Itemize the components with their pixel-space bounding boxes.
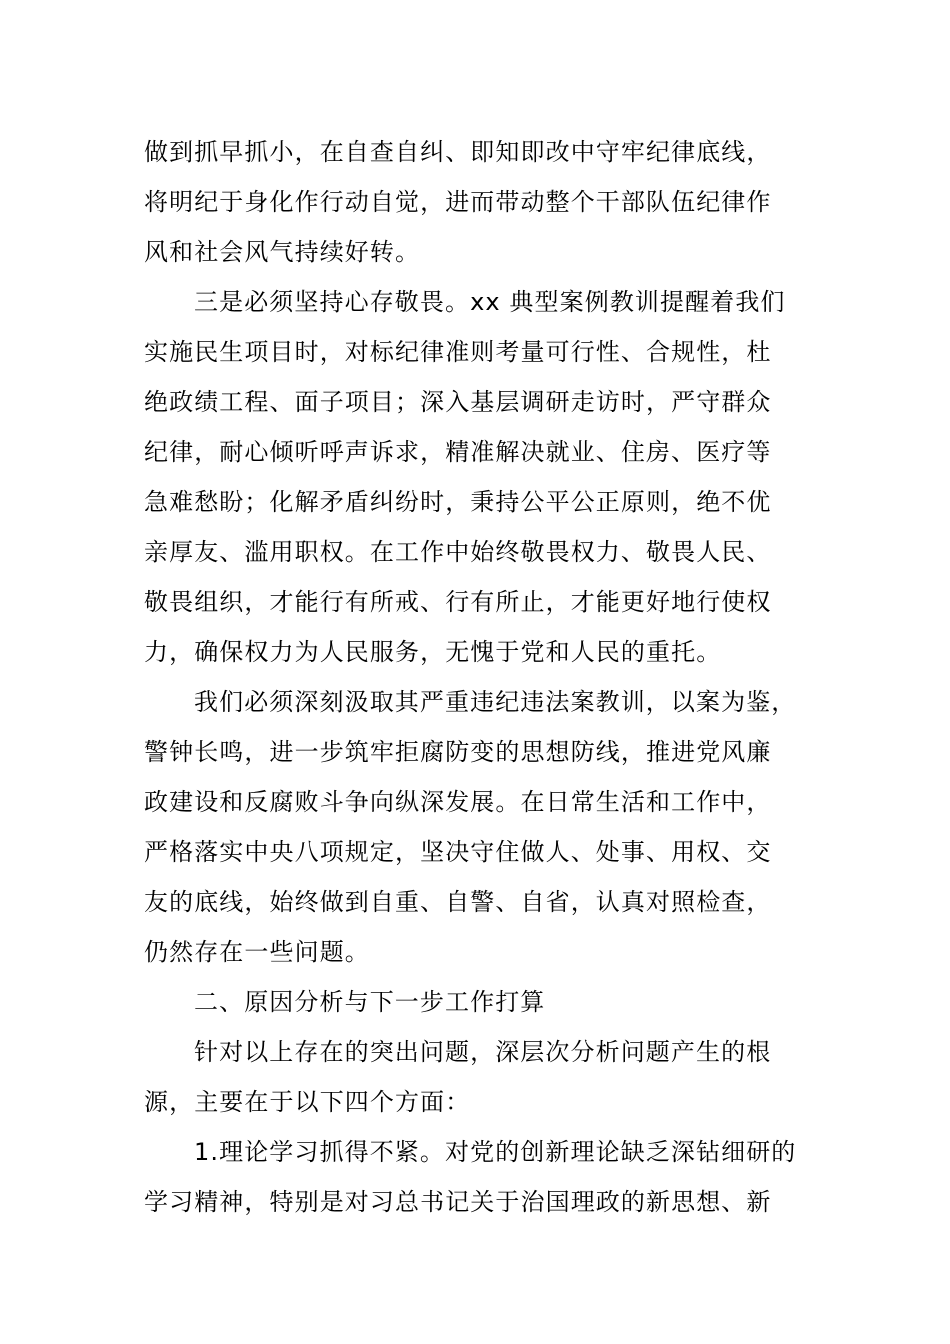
text-line: 绝政绩工程、面子项目；深入基层调研走访时，严守群众 <box>144 388 772 416</box>
paragraph-start-line: 1.理论学习抓得不紧。对党的创新理论缺乏深钻细研的 <box>194 1138 797 1166</box>
text-line: 源，主要在于以下四个方面： <box>144 1088 471 1116</box>
text-line: 将明纪于身化作行动自觉，进而带动整个干部队伍纪律作 <box>144 188 772 216</box>
text-line: 学习精神，特别是对习总书记关于治国理政的新思想、新 <box>144 1188 772 1216</box>
paragraph-start-line: 我们必须深刻汲取其严重违纪违法案教训，以案为鉴， <box>194 688 797 716</box>
paragraph-start-line: 三是必须坚持心存敬畏。xx 典型案例教训提醒着我们 <box>194 288 786 316</box>
paragraph-start-line: 针对以上存在的突出问题，深层次分析问题产生的根 <box>194 1038 772 1066</box>
text-line: 做到抓早抓小，在自查自纠、即知即改中守牢纪律底线， <box>144 138 772 166</box>
text-line: 警钟长鸣，进一步筑牢拒腐防变的思想防线，推进党风廉 <box>144 738 772 766</box>
text-line: 急难愁盼；化解矛盾纠纷时，秉持公平公正原则，绝不优 <box>144 488 772 516</box>
text-line: 严格落实中央八项规定，坚决守住做人、处事、用权、交 <box>144 838 772 866</box>
text-line: 风和社会风气持续好转。 <box>144 238 421 266</box>
text-line: 力，确保权力为人民服务，无愧于党和人民的重托。 <box>144 638 722 666</box>
text-line: 亲厚友、滥用职权。在工作中始终敬畏权力、敬畏人民、 <box>144 538 772 566</box>
text-line: 政建设和反腐败斗争向纵深发展。在日常生活和工作中， <box>144 788 772 816</box>
document-body <box>144 127 834 1227</box>
text-line: 仍然存在一些问题。 <box>144 938 370 966</box>
section-heading: 二、原因分析与下一步工作打算 <box>194 988 546 1016</box>
text-line: 敬畏组织，才能行有所戒、行有所止，才能更好地行使权 <box>144 588 772 616</box>
text-line: 实施民生项目时，对标纪律准则考量可行性、合规性，杜 <box>144 338 772 366</box>
text-line: 纪律，耐心倾听呼声诉求，精准解决就业、住房、医疗等 <box>144 438 772 466</box>
text-line: 友的底线，始终做到自重、自警、自省，认真对照检查， <box>144 888 772 916</box>
